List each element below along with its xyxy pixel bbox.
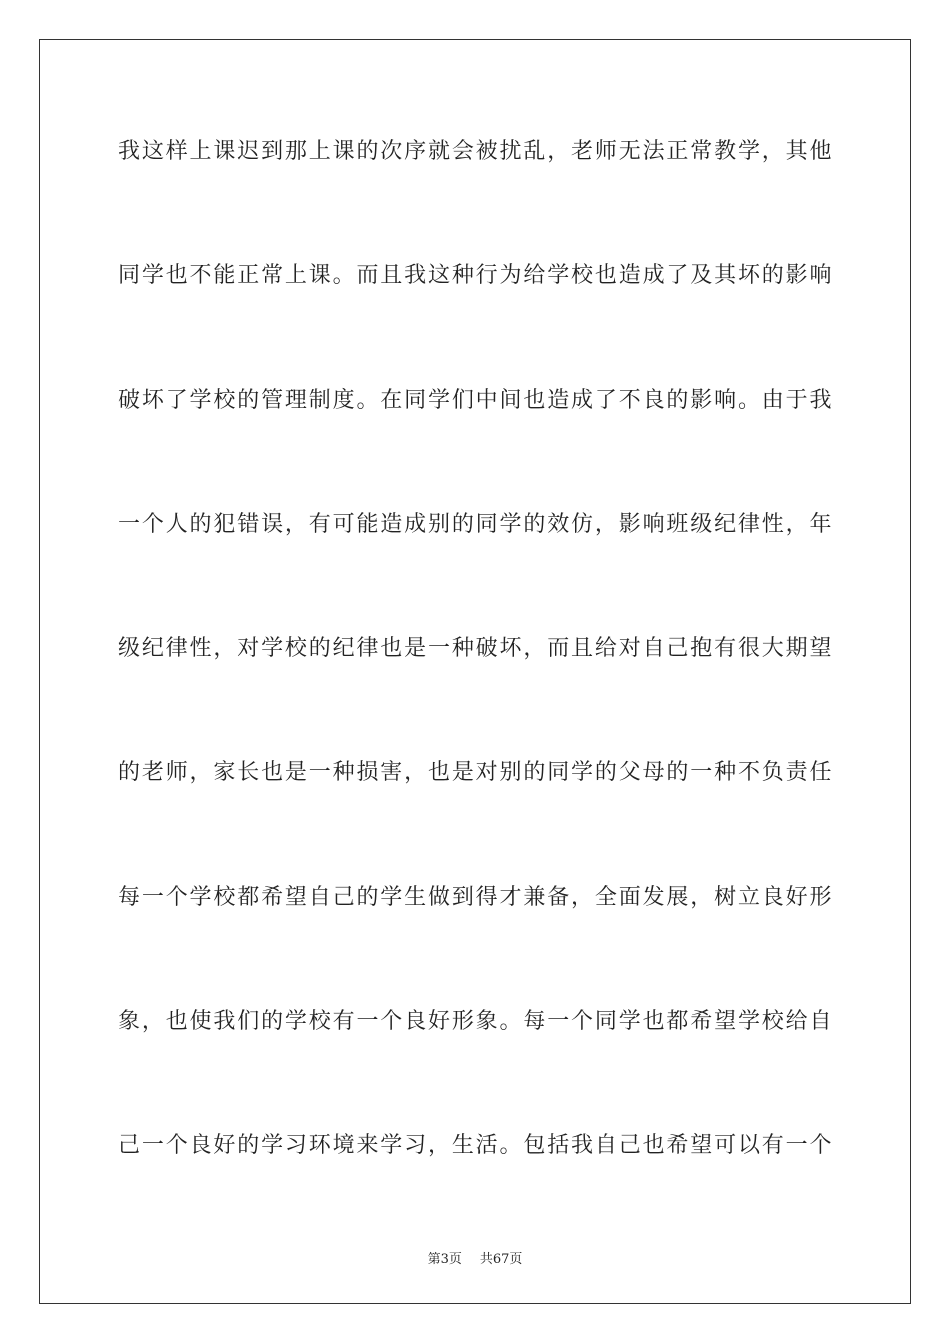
page-number: 第3页 <box>427 1252 462 1267</box>
text-line: 己一个良好的学习环境来学习，生活。包括我自己也希望可以有一个 <box>118 1133 832 1159</box>
text-line: 级纪律性，对学校的纪律也是一种破坏，而且给对自己抱有很大期望 <box>118 636 832 662</box>
text-line: 象，也使我们的学校有一个良好形象。每一个同学也都希望学校给自 <box>118 1009 832 1035</box>
text-line: 我这样上课迟到那上课的次序就会被扰乱，老师无法正常教学，其他 <box>118 139 832 164</box>
text-line: 一个人的犯错误，有可能造成别的同学的效仿，影响班级纪律性，年 <box>118 511 832 537</box>
text-line: 的老师，家长也是一种损害，也是对别的同学的父母的一种不负责任 <box>118 760 832 786</box>
page-footer <box>0 1248 950 1267</box>
text-line: 每一个学校都希望自己的学生做到得才兼备，全面发展，树立良好形 <box>118 884 832 910</box>
total-pages: 共67页 <box>479 1252 523 1267</box>
text-line: 破坏了学校的管理制度。在同学们中间也造成了不良的影响。由于我 <box>118 387 832 413</box>
text-line: 同学也不能正常上课。而且我这种行为给学校也造成了及其坏的影响 <box>118 263 832 289</box>
document-body <box>118 132 832 1251</box>
